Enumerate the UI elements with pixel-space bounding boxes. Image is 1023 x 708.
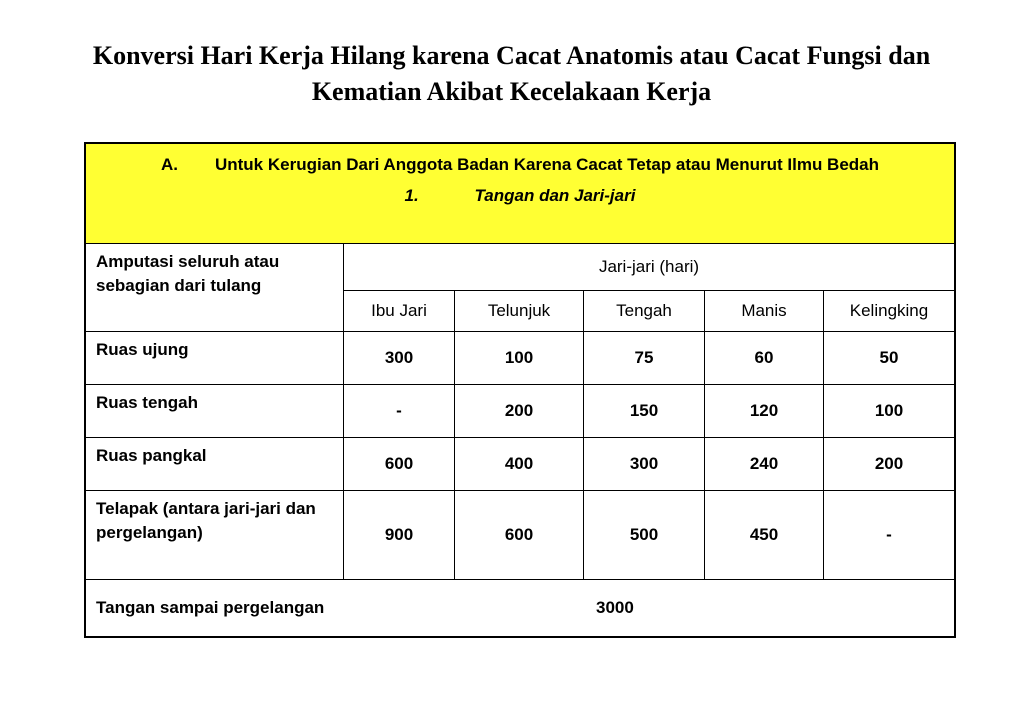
section-header [85, 143, 955, 244]
fingers-group-header: Jari-jari (hari) [344, 244, 956, 291]
section-title: Untuk Kerugian Dari Anggota Badan Karena Cacat Tetap atau Menurut Ilmu Bedah [214, 155, 880, 174]
conversion-table [84, 142, 956, 638]
column-header-tengah: Tengah [584, 291, 705, 332]
table-cell: 50 [824, 332, 956, 385]
column-header-kelingking: Kelingking [824, 291, 956, 332]
row-header-label: Amputasi seluruh atau sebagian dari tulang [85, 244, 344, 332]
table-cell: 200 [824, 438, 956, 491]
table-row [85, 385, 955, 438]
table-cell: 450 [705, 491, 824, 580]
page-title: Konversi Hari Kerja Hilang karena Cacat Anatomis atau Cacat Fungsi dan Kematian Akibat Kecelakaan Kerja [92, 41, 931, 106]
table-cell: - [824, 491, 956, 580]
last-row-value: 3000 [596, 598, 634, 617]
row-label: Ruas ujung [85, 332, 344, 385]
table-cell: 60 [705, 332, 824, 385]
table-cell: 900 [344, 491, 455, 580]
header-row [85, 143, 955, 244]
row-label: Ruas tengah [85, 385, 344, 438]
table-row [85, 438, 955, 491]
table-cell: 500 [584, 491, 705, 580]
table-cell: 120 [705, 385, 824, 438]
table-cell: 240 [705, 438, 824, 491]
table-cell: 600 [344, 438, 455, 491]
table-cell: - [344, 385, 455, 438]
table-row [85, 491, 955, 580]
table-cell: 100 [824, 385, 956, 438]
table-cell: 100 [455, 332, 584, 385]
row-label: Telapak (antara jari-jari dan pergelangan) [85, 491, 344, 580]
subsection-number: 1. [404, 186, 419, 205]
table-row [85, 332, 955, 385]
last-row-label: Tangan sampai pergelangan [96, 598, 325, 617]
table-cell: 150 [584, 385, 705, 438]
column-header-manis: Manis [705, 291, 824, 332]
table-cell: 400 [455, 438, 584, 491]
table-cell: 600 [455, 491, 584, 580]
section-number: A. [160, 155, 178, 174]
table-cell: 300 [344, 332, 455, 385]
column-header-telunjuk: Telunjuk [455, 291, 584, 332]
last-row-cell [85, 580, 955, 638]
table-cell: 75 [584, 332, 705, 385]
table-cell: 200 [455, 385, 584, 438]
row-label: Ruas pangkal [85, 438, 344, 491]
table-cell: 300 [584, 438, 705, 491]
column-header-ibu-jari: Ibu Jari [344, 291, 455, 332]
group-header-row [85, 244, 955, 291]
last-row [85, 580, 955, 638]
subsection-title: Tangan dan Jari-jari [474, 186, 636, 205]
